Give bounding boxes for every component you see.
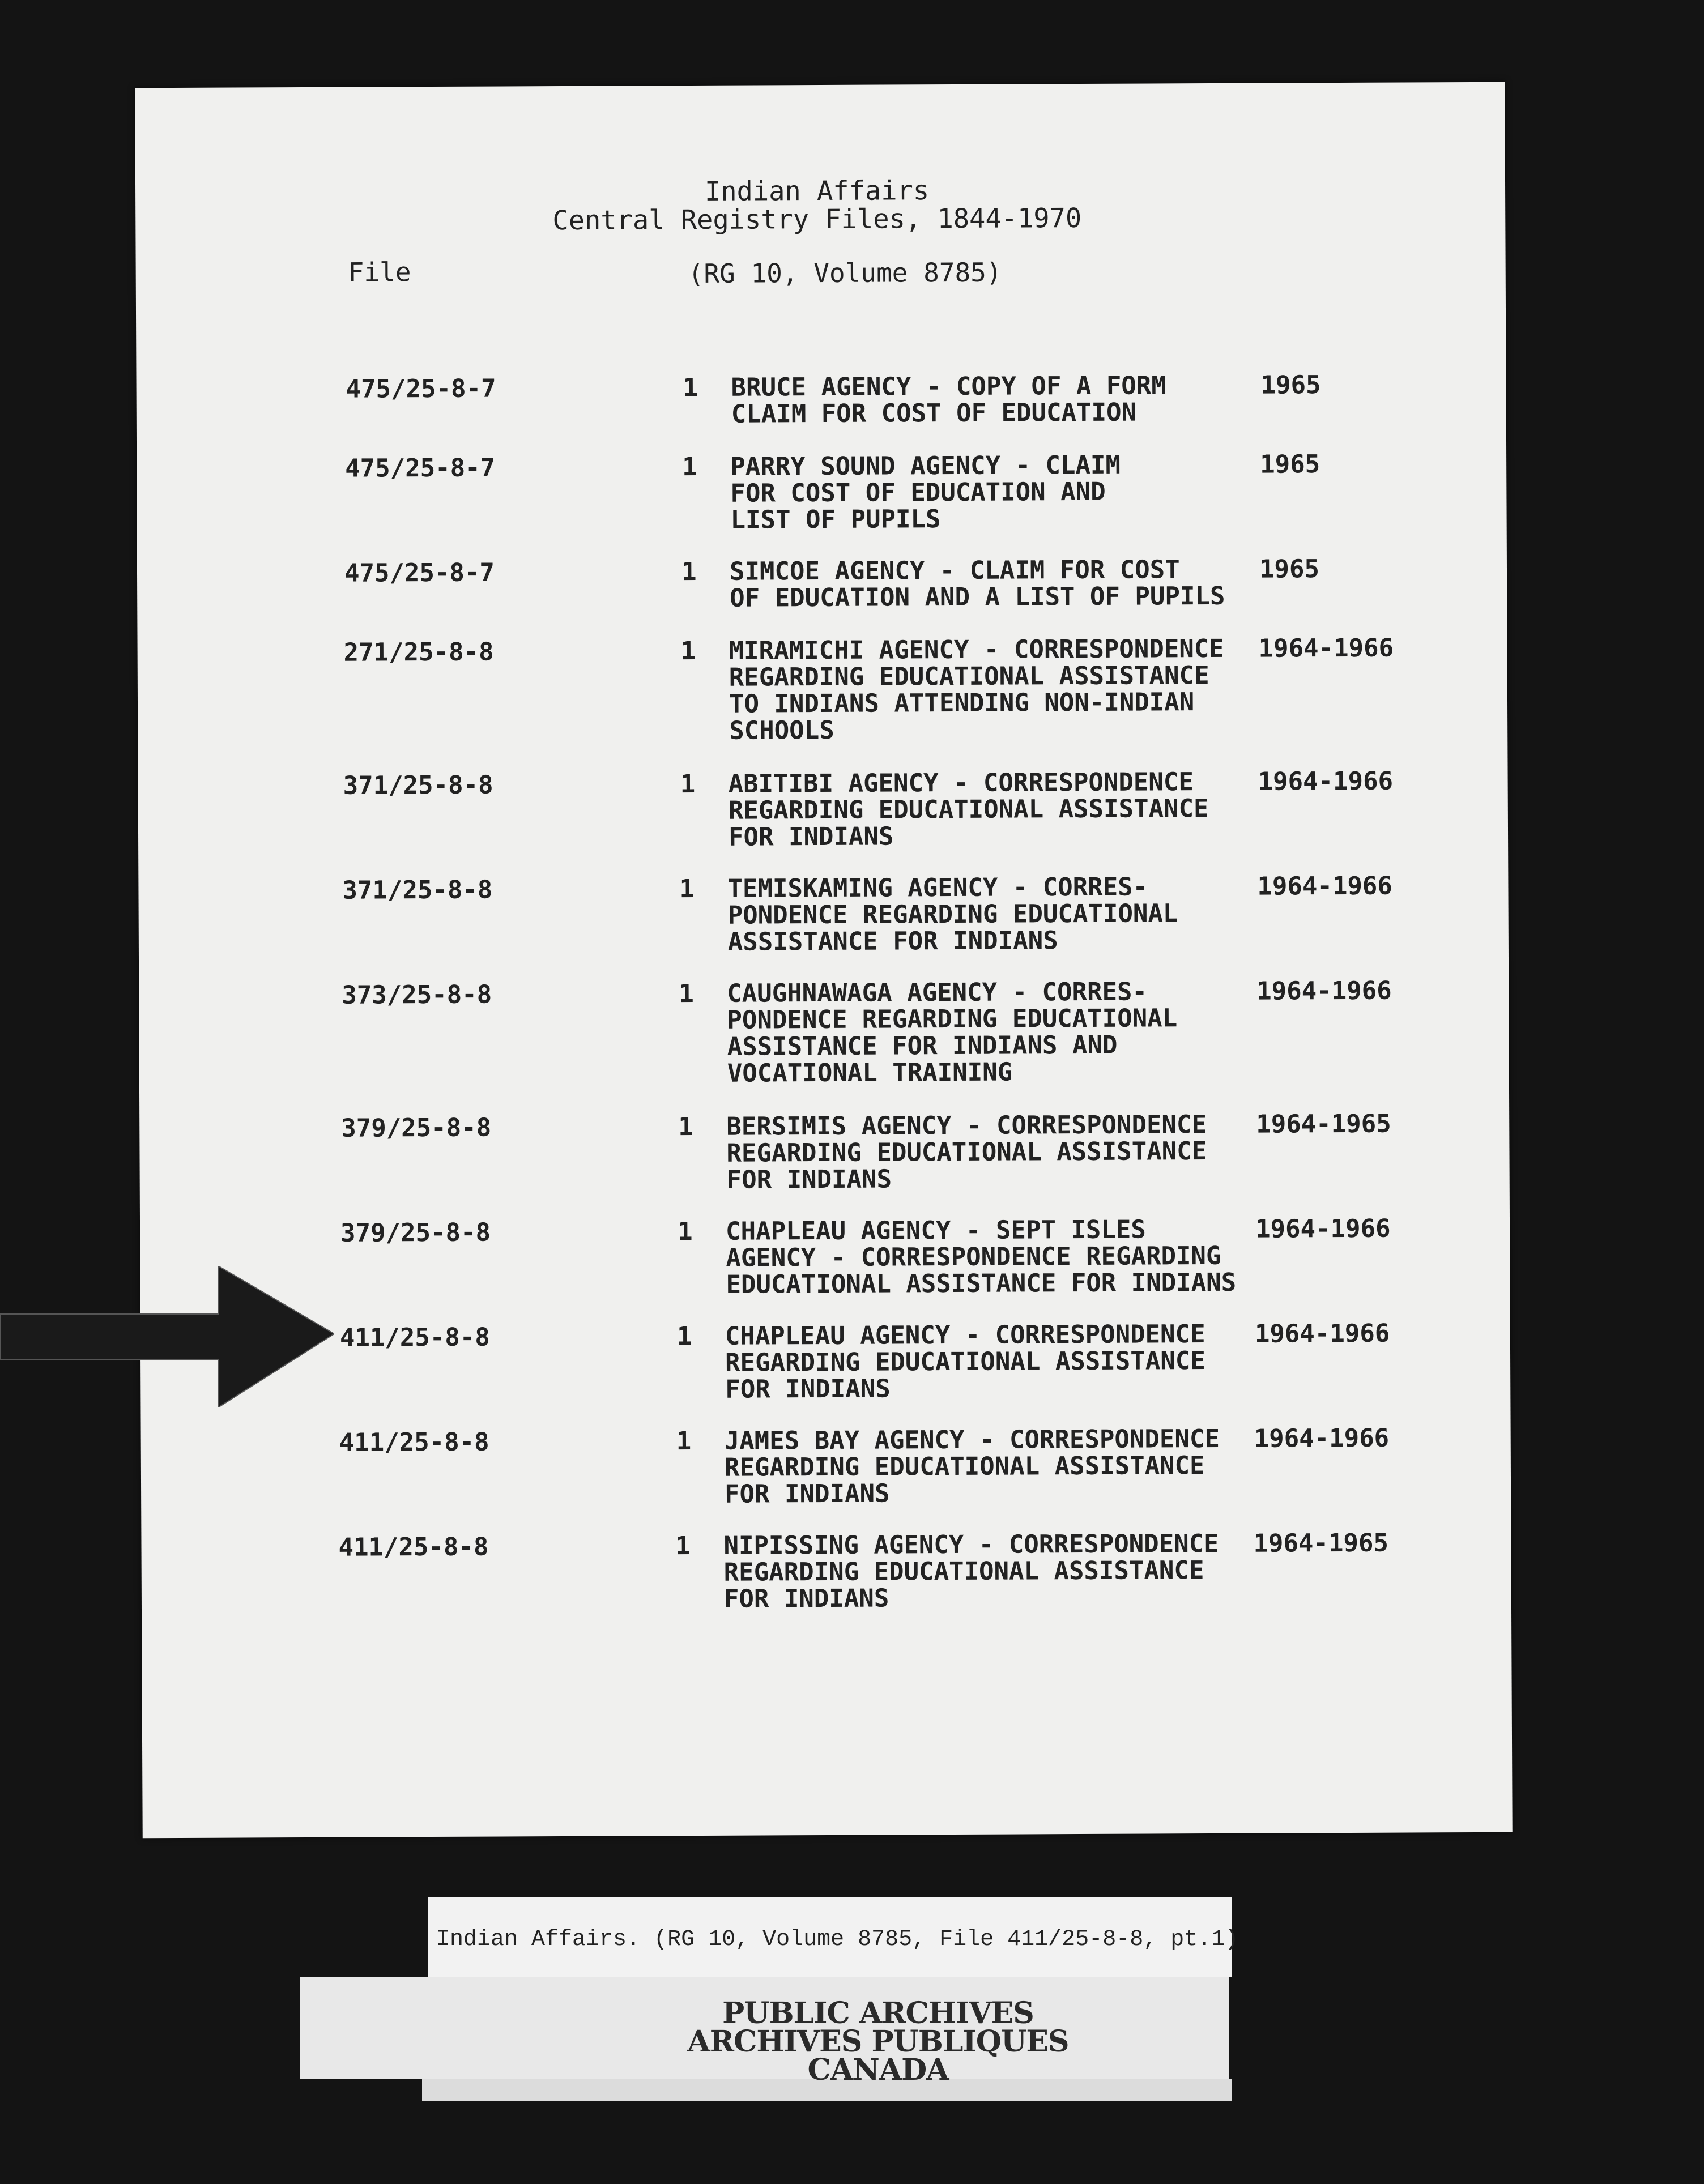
entry-date: 1965: [1259, 554, 1320, 584]
entry-count: 1: [679, 874, 695, 904]
entry-description-line: VOCATIONAL TRAINING: [727, 1057, 1013, 1088]
file-entry: [141, 1423, 1511, 1509]
entry-description: [731, 372, 1166, 427]
entry-description-line: CAUGHNAWAGA AGENCY - CORRES-: [727, 977, 1148, 1008]
entry-description-line: REGARDING EDUCATIONAL ASSISTANCE: [729, 661, 1209, 692]
entry-file-number: 271/25-8-8: [343, 637, 494, 667]
entry-description: [726, 1111, 1207, 1193]
entry-date: 1964-1966: [1255, 1214, 1391, 1244]
entry-description-line: TO INDIANS ATTENDING NON-INDIAN: [729, 688, 1195, 719]
stamp-line-2: ARCHIVES PUBLIQUES: [687, 2024, 1069, 2059]
entry-file-number: 379/25-8-8: [340, 1218, 491, 1248]
entry-description: [725, 1321, 1205, 1403]
entry-description-line: TEMISKAMING AGENCY - CORRES-: [727, 872, 1148, 903]
entry-description-line: CHAPLEAU AGENCY - SEPT ISLES: [725, 1215, 1146, 1246]
entry-description-line: REGARDING EDUCATIONAL ASSISTANCE: [728, 794, 1209, 825]
entry-description-line: SIMCOE AGENCY - CLAIM FOR COST: [729, 555, 1180, 586]
entry-count: 1: [678, 1112, 693, 1142]
entry-count: 1: [683, 373, 698, 403]
entry-count: 1: [680, 636, 696, 666]
entry-count: 1: [676, 1427, 692, 1456]
entry-count: 1: [681, 557, 697, 587]
entry-description-line: ASSISTANCE FOR INDIANS AND: [727, 1030, 1118, 1061]
entry-date: 1964-1966: [1258, 633, 1394, 663]
file-entry: [137, 554, 1507, 613]
entry-file-number: 411/25-8-8: [339, 1323, 490, 1353]
entry-description-line: JAMES BAY AGENCY - CORRESPONDENCE: [724, 1424, 1220, 1456]
entry-description-line: FOR INDIANS: [726, 1164, 892, 1195]
entry-count: 1: [677, 1217, 693, 1247]
entry-description-line: FOR COST OF EDUCATION AND: [730, 477, 1106, 508]
entry-description-line: AGENCY - CORRESPONDENCE REGARDING: [726, 1241, 1221, 1273]
file-entry: [136, 370, 1506, 429]
entry-description-line: FOR INDIANS: [725, 1374, 891, 1404]
entry-description-line: OF EDUCATION AND A LIST OF PUPILS: [730, 581, 1225, 613]
page-title: Indian Affairs: [704, 175, 930, 207]
entry-count: 1: [679, 979, 694, 1009]
entry-description-line: EDUCATIONAL ASSISTANCE FOR INDIANS: [726, 1268, 1237, 1299]
entry-description-line: ASSISTANCE FOR INDIANS: [727, 926, 1058, 957]
entry-description: [725, 1426, 1220, 1508]
entry-description-line: CLAIM FOR COST OF EDUCATION: [731, 398, 1137, 429]
entry-date: 1965: [1260, 370, 1321, 400]
entry-count: 1: [676, 1322, 692, 1351]
entry-file-number: 411/25-8-8: [339, 1427, 489, 1457]
entry-description-line: NIPISSING AGENCY - CORRESPONDENCE: [723, 1529, 1219, 1560]
entry-file-number: 379/25-8-8: [341, 1113, 492, 1143]
file-entry: [140, 1319, 1510, 1404]
entry-description: [723, 1530, 1219, 1613]
archives-stamp: [651, 1996, 1105, 2087]
entry-description-line: REGARDING EDUCATIONAL ASSISTANCE: [725, 1346, 1205, 1377]
stamp-line-3: CANADA: [807, 2053, 949, 2087]
entry-file-number: 371/25-8-8: [342, 875, 493, 905]
entry-description-line: PARRY SOUND AGENCY - CLAIM: [730, 450, 1121, 481]
file-entry: [138, 766, 1508, 852]
entry-count: 1: [682, 452, 697, 482]
file-column-header: File: [348, 257, 411, 288]
file-entry: [138, 871, 1508, 957]
entry-description-line: PONDENCE REGARDING EDUCATIONAL: [727, 899, 1178, 930]
entry-description: [726, 1216, 1236, 1298]
file-entry: [140, 1214, 1510, 1299]
entry-date: 1964-1966: [1254, 1319, 1390, 1349]
entry-count: 1: [675, 1532, 691, 1561]
entry-date: 1964-1965: [1253, 1528, 1389, 1558]
entry-date: 1964-1966: [1256, 976, 1392, 1006]
entry-description: [730, 556, 1225, 612]
entry-description-line: BRUCE AGENCY - COPY OF A FORM: [731, 371, 1166, 402]
entry-file-number: 475/25-8-7: [344, 558, 495, 588]
entry-file-number: 411/25-8-8: [338, 1532, 489, 1562]
entry-file-number: 475/25-8-7: [346, 374, 496, 404]
entry-description: [727, 978, 1178, 1086]
archive-label: [300, 1897, 1239, 2107]
entry-count: 1: [680, 769, 696, 799]
entry-file-number: 475/25-8-7: [345, 453, 496, 483]
entry-file-number: 371/25-8-8: [343, 770, 493, 800]
document-page: [135, 82, 1512, 1839]
volume-reference: (RG 10, Volume 8785): [688, 257, 1002, 289]
stamp-line-1: PUBLIC ARCHIVES: [722, 1996, 1034, 2031]
entry-description: [730, 452, 1121, 534]
entry-description-line: BERSIMIS AGENCY - CORRESPONDENCE: [726, 1110, 1207, 1141]
entry-description-line: LIST OF PUPILS: [730, 505, 941, 535]
page-subtitle: Central Registry Files, 1844-1970: [552, 203, 1082, 237]
entry-description: [729, 635, 1225, 744]
entry-description-line: REGARDING EDUCATIONAL ASSISTANCE: [723, 1556, 1204, 1587]
entry-file-number: 373/25-8-8: [342, 980, 492, 1010]
entry-description: [729, 769, 1209, 851]
entry-description-line: FOR INDIANS: [725, 1479, 890, 1509]
file-entry: [137, 450, 1506, 535]
entry-description-line: PONDENCE REGARDING EDUCATIONAL: [727, 1004, 1178, 1035]
file-entry: [138, 633, 1507, 745]
arrow-right-icon: [0, 1266, 334, 1407]
entry-description-line: REGARDING EDUCATIONAL ASSISTANCE: [726, 1137, 1207, 1168]
entry-description-line: CHAPLEAU AGENCY - CORRESPONDENCE: [725, 1320, 1205, 1351]
file-entry: [141, 1528, 1511, 1614]
file-entry: [139, 1109, 1509, 1195]
entry-description: [727, 873, 1178, 955]
entry-description-line: ABITIBI AGENCY - CORRESPONDENCE: [728, 767, 1194, 799]
entry-date: 1965: [1260, 450, 1320, 479]
entry-description-line: FOR INDIANS: [723, 1584, 889, 1614]
entry-description-line: FOR INDIANS: [728, 822, 894, 852]
entry-description-line: REGARDING EDUCATIONAL ASSISTANCE: [724, 1451, 1205, 1482]
entry-date: 1964-1965: [1256, 1109, 1391, 1139]
entry-date: 1964-1966: [1257, 871, 1392, 901]
file-entry: [139, 976, 1509, 1088]
label-citation: Indian Affairs. (RG 10, Volume 8785, File 411/25-8-8, pt.1): [436, 1927, 1239, 1952]
entry-date: 1964-1966: [1254, 1423, 1390, 1453]
entry-description-line: SCHOOLS: [729, 715, 834, 745]
entry-date: 1964-1966: [1258, 766, 1394, 796]
entry-description-line: MIRAMICHI AGENCY - CORRESPONDENCE: [729, 634, 1224, 666]
